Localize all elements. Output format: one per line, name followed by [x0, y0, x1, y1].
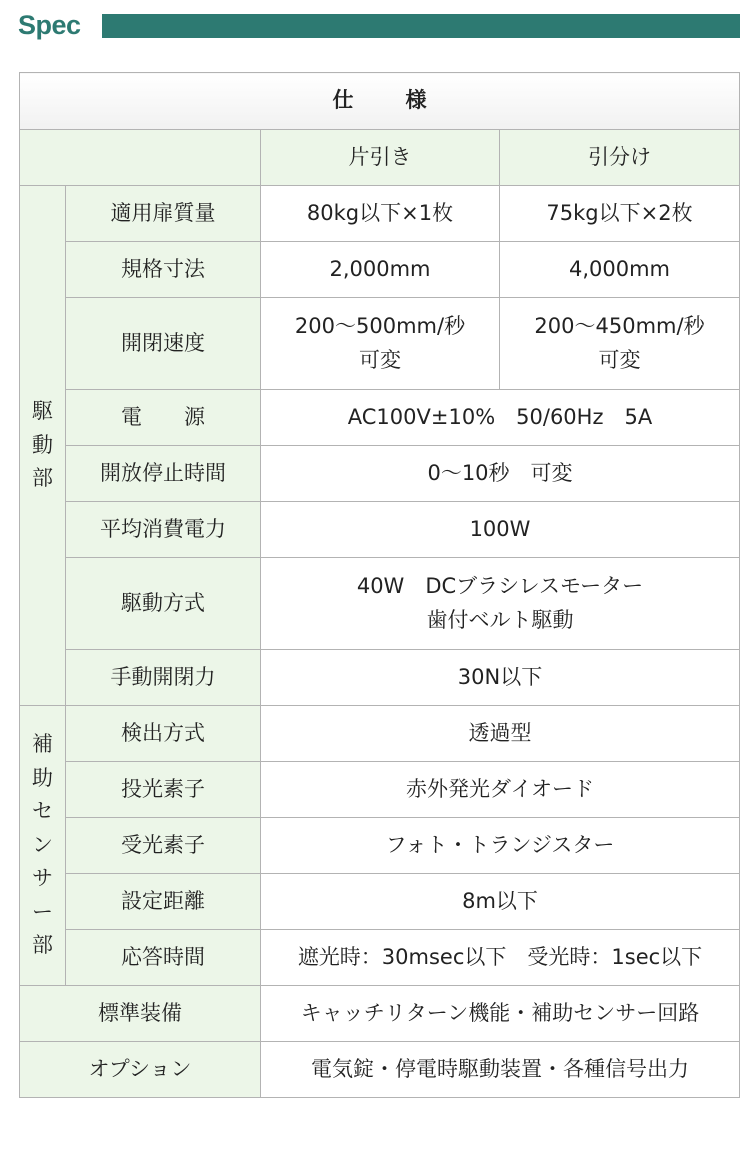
row-value: キャッチリターン機能・補助センサー回路 — [261, 986, 740, 1042]
title-char: 様 — [405, 88, 427, 113]
table-row — [20, 186, 740, 242]
table-row — [20, 986, 740, 1042]
table-row — [20, 390, 740, 446]
row-value: 4,000mm — [500, 242, 740, 298]
title-char: 仕 — [332, 88, 354, 113]
row-label: オプション — [20, 1042, 261, 1098]
row-value: 100W — [261, 502, 740, 558]
row-label: 手動開閉力 — [66, 650, 261, 706]
row-value: フォト・トランジスター — [261, 818, 740, 874]
row-value: 8m以下 — [261, 874, 740, 930]
spec-header — [18, 8, 740, 42]
row-label: 電 源 — [66, 390, 261, 446]
column-header-row — [20, 130, 740, 186]
row-label: 投光素子 — [66, 762, 261, 818]
row-value: 30N以下 — [261, 650, 740, 706]
spec-table — [19, 72, 740, 1098]
table-row — [20, 242, 740, 298]
row-label: 開閉速度 — [66, 298, 261, 390]
table-title-row — [20, 73, 740, 130]
group-drive-text: 駆 動 部 — [32, 399, 53, 491]
row-label: 設定距離 — [66, 874, 261, 930]
row-label: 規格寸法 — [66, 242, 261, 298]
row-value: 200〜450mm/秒 可変 — [500, 298, 740, 390]
row-value: 2,000mm — [261, 242, 500, 298]
table-row — [20, 298, 740, 390]
row-value: 0〜10秒 可変 — [261, 446, 740, 502]
group-drive-label — [20, 186, 66, 706]
row-label: 受光素子 — [66, 818, 261, 874]
row-label: 適用扉質量 — [66, 186, 261, 242]
row-label: 検出方式 — [66, 706, 261, 762]
row-label: 平均消費電力 — [66, 502, 261, 558]
row-value: 40W DCブラシレスモーター 歯付ベルト駆動 — [261, 558, 740, 650]
row-label: 標準装備 — [20, 986, 261, 1042]
table-row — [20, 762, 740, 818]
table-row — [20, 558, 740, 650]
table-row — [20, 1042, 740, 1098]
spec-header-bar — [102, 14, 740, 38]
row-label: 応答時間 — [66, 930, 261, 986]
col-header-single: 片引き — [261, 130, 500, 186]
table-row — [20, 650, 740, 706]
row-value: 80kg以下×1枚 — [261, 186, 500, 242]
row-value: 75kg以下×2枚 — [500, 186, 740, 242]
table-row — [20, 446, 740, 502]
row-value: 電気錠・停電時駆動装置・各種信号出力 — [261, 1042, 740, 1098]
table-row — [20, 502, 740, 558]
row-value: 赤外発光ダイオード — [261, 762, 740, 818]
group-sensor-label — [20, 706, 66, 986]
table-row — [20, 818, 740, 874]
table-row — [20, 706, 740, 762]
row-value: 透過型 — [261, 706, 740, 762]
spec-title: Spec — [18, 10, 81, 40]
table-row — [20, 930, 740, 986]
row-value: AC100V±10% 50/60Hz 5A — [261, 390, 740, 446]
row-label: 開放停止時間 — [66, 446, 261, 502]
group-sensor-text: 補 助 セ ン サ ー 部 — [32, 731, 53, 958]
col-header-double: 引分け — [500, 130, 740, 186]
row-value: 200〜500mm/秒 可変 — [261, 298, 500, 390]
table-row — [20, 874, 740, 930]
header-corner — [20, 130, 261, 186]
row-value: 遮光時：30msec以下 受光時：1sec以下 — [261, 930, 740, 986]
row-label: 駆動方式 — [66, 558, 261, 650]
table-title — [20, 73, 740, 130]
